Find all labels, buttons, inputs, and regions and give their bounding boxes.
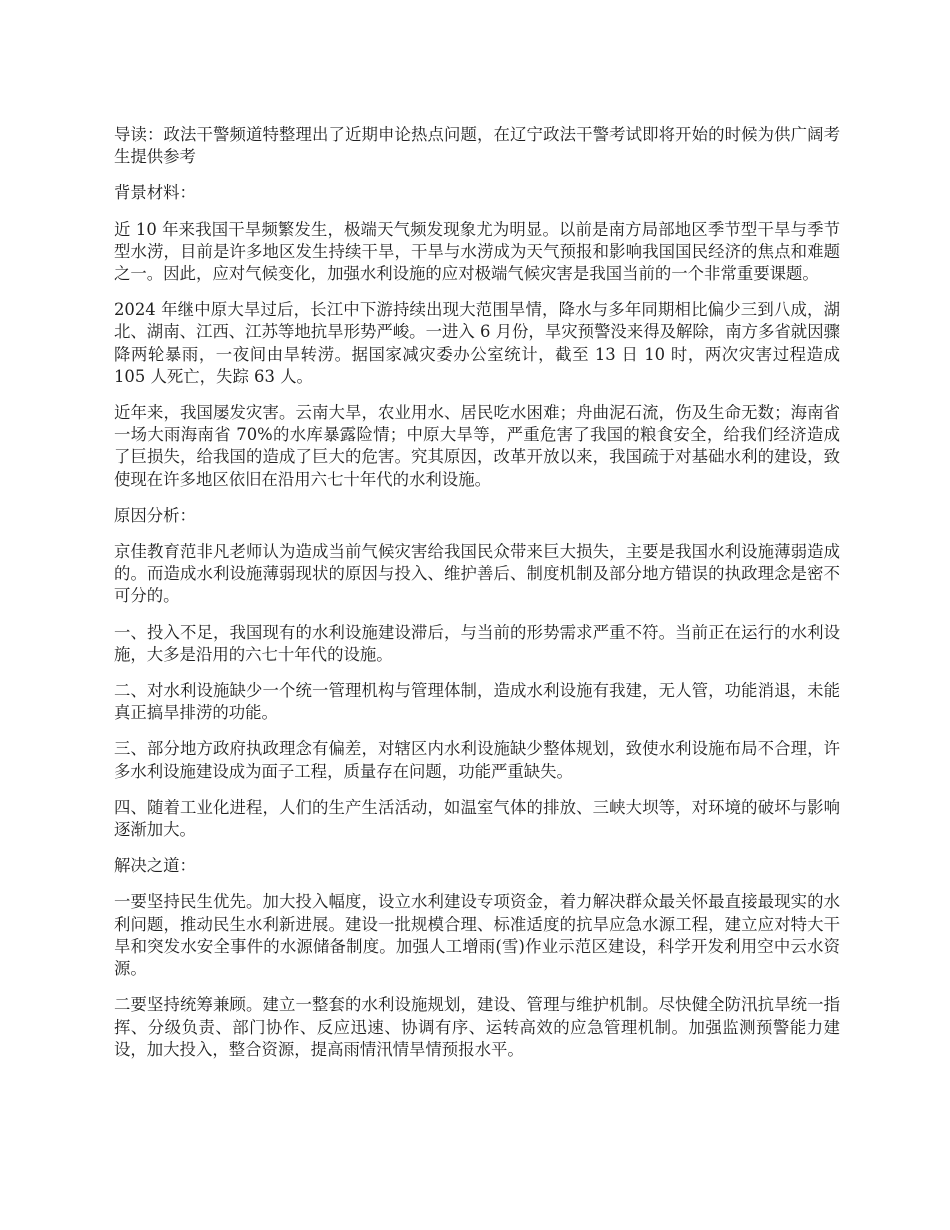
section-heading-solutions: 解决之道：	[114, 856, 196, 876]
solution-item-1: 一要坚持民生优先。加大投入幅度，设立水利建设专项资金，着力解决群众最关怀最直接最现实的水利问题，推动民生水利新进展。建设一批规模合理、标准适度的抗旱应急水源工程，建立应对特大干旱和突发水安全事件的水源储备制度。加强人工增雨(雪)作业示范区建设，科学开发利用空中云水资源。	[114, 892, 840, 979]
background-paragraph-3: 近年来，我国屡发灾害。云南大旱，农业用水、居民吃水困难；舟曲泥石流，伤及生命无数；海南省一场大雨海南省 70%的水库暴露险情；中原大旱等，严重危害了我国的粮食安全，给我们经济造成了巨损失，给我国的造成了巨大的危害。究其原因，改革开放以来，我国疏于对基础水利的建设，致使现在许多地区依旧在沿用六七十年代的水利设施。	[114, 403, 840, 489]
section-heading-causes: 原因分析：	[114, 505, 196, 525]
document-body	[114, 124, 840, 1075]
cause-item-4: 四、随着工业化进程，人们的生产生活活动，如温室气体的排放、三峡大坝等，对环境的破坏与影响逐渐加大。	[114, 797, 840, 840]
intro-paragraph: 导读：政法干警频道特整理出了近期申论热点问题，在辽宁政法干警考试即将开始的时候为供广阔考生提供参考	[114, 125, 840, 167]
cause-item-2: 二、对水利设施缺少一个统一管理机构与管理体制，造成水利设施有我建，无人管，功能消退，未能真正搞旱排涝的功能。	[114, 681, 840, 723]
background-paragraph-2: 2024 年继中原大旱过后，长江中下游持续出现大范围旱情，降水与多年同期相比偏少三到八成，湖北、湖南、江西、江苏等地抗旱形势严峻。一进入 6 月份，旱灾预警没来得及解除，南方多省就因骤降两轮暴雨，一夜间由旱转涝。据国家减灾委办公室统计，截至 13 日 10 时，两次灾害过程造成 105 人死亡，失踪 63 人。	[114, 300, 840, 386]
causes-intro-paragraph: 京佳教育范非凡老师认为造成当前气候灾害给我国民众带来巨大损失，主要是我国水利设施薄弱造成的。而造成水利设施薄弱现状的原因与投入、维护善后、制度机制及部分地方错误的执政理念是密不可分的。	[114, 542, 840, 606]
cause-item-3: 三、部分地方政府执政理念有偏差，对辖区内水利设施缺少整体规划，致使水利设施布局不合理，许多水利设施建设成为面子工程，质量存在问题，功能严重缺失。	[114, 739, 840, 781]
cause-item-1: 一、投入不足，我国现有的水利设施建设滞后，与当前的形势需求严重不符。当前正在运行的水利设施，大多是沿用的六七十年代的设施。	[114, 622, 840, 664]
section-heading-background: 背景材料：	[114, 183, 196, 203]
background-paragraph-1: 近 10 年来我国干旱频繁发生，极端天气频发现象尤为明显。以前是南方局部地区季节型干旱与季节型水涝，目前是许多地区发生持续干旱，干旱与水涝成为天气预报和影响我国国民经济的焦点和难题之一。因此，应对气候变化，加强水利设施的应对极端气候灾害是我国当前的一个非常重要课题。	[114, 219, 840, 284]
solution-item-2: 二要坚持统筹兼顾。建立一整套的水利设施规划，建设、管理与维护机制。尽快健全防汛抗旱统一指挥、分级负责、部门协作、反应迅速、协调有序、运转高效的应急管理机制。加强监测预警能力建设，加大投入，整合资源，提高雨情汛情旱情预报水平。	[114, 995, 840, 1059]
